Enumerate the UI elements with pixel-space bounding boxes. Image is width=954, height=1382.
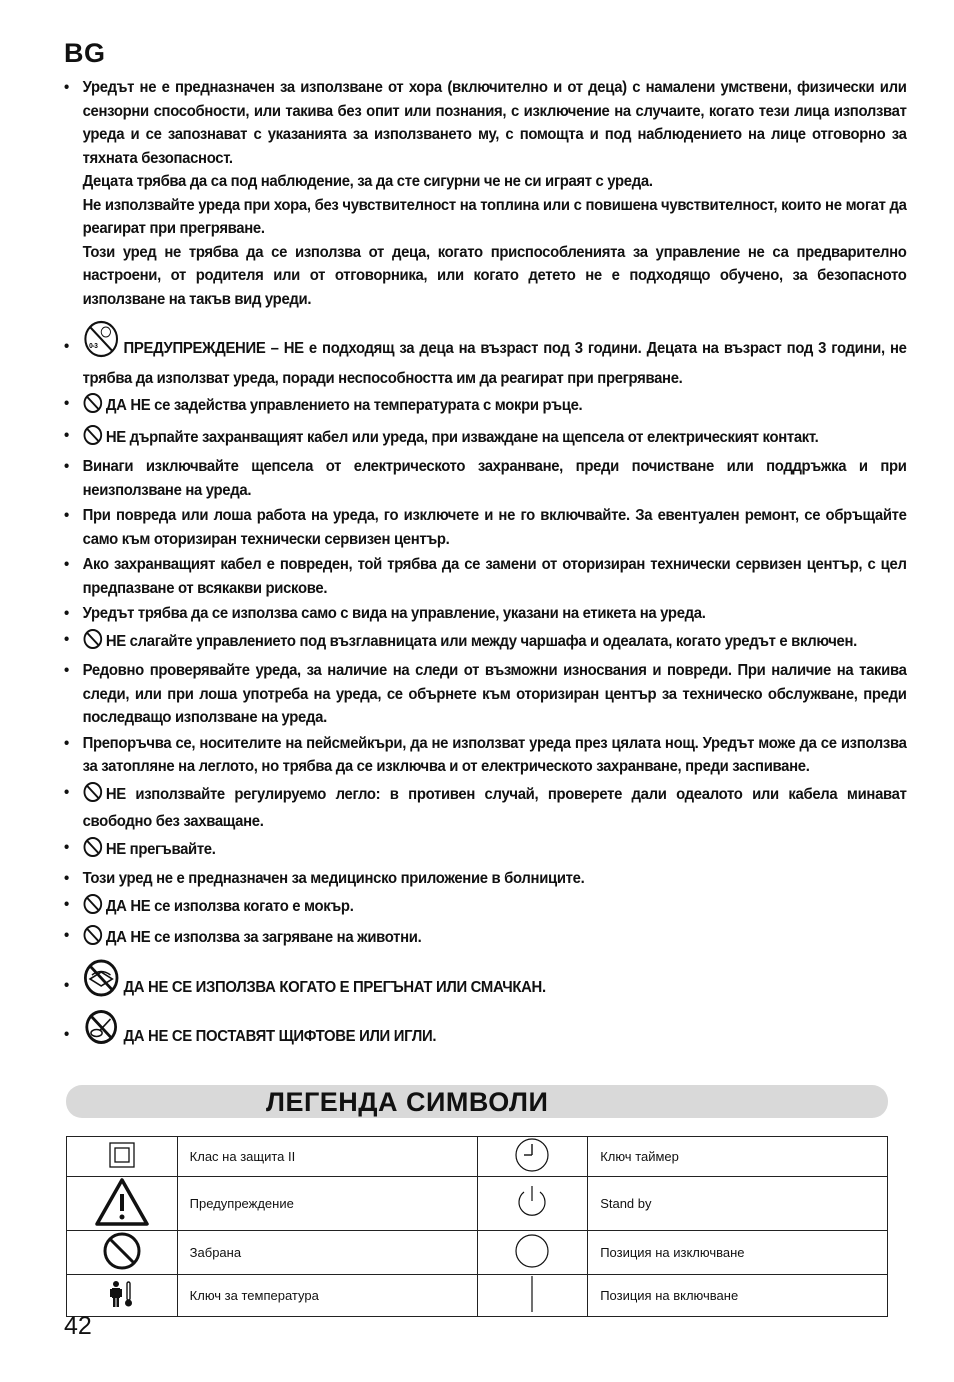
paragraph xyxy=(83,628,907,658)
paragraph-text: При повреда или лоша работа на уреда, го изключете и не го включвайте. За евентуален ремонт, се обръщайте само към оторизиран технически сервизен център. xyxy=(82,507,907,548)
paragraph xyxy=(83,893,907,923)
legend-label: Позиция на изключване xyxy=(588,1231,888,1275)
class-ii-icon xyxy=(107,1140,137,1173)
list-item xyxy=(64,319,907,390)
legend-symbol-cell xyxy=(477,1275,588,1317)
paragraph-text: Уредът не е предназначен за използване от хора (включително и от деца) с намалени умствени, физически или сензорни способности, или такива без опит или познания, с изключение на случаите, когато тези лица използват уреда и се запознават с указанията за използването му, с помощта и под наблюдението на лице отговорно за тяхната безопасност. xyxy=(82,79,907,167)
paragraph xyxy=(83,194,907,241)
off-position-icon xyxy=(514,1233,550,1272)
paragraph xyxy=(83,602,907,626)
paragraph-text: Уредът трябва да се използва само с вида на управление, указани на етикета на уреда. xyxy=(82,605,706,622)
paragraph xyxy=(83,76,907,170)
list-item xyxy=(64,76,907,311)
legend-label: Позиция на включване xyxy=(588,1275,888,1317)
prohibited-icon xyxy=(83,392,103,422)
no-pins-icon xyxy=(83,1007,120,1055)
list-item xyxy=(64,732,907,779)
legend-label: Клас на защита II xyxy=(177,1137,477,1177)
paragraph-text: НЕ дърпайте захранващият кабел или уреда, при изваждане на щепсела от електрическият контакт. xyxy=(105,428,819,446)
paragraph-text: Ако захранващият кабел е повреден, той трябва да се замени от оторизиран технически сервизен център, с цел предпазване от всякакви рискове. xyxy=(82,556,907,597)
paragraph xyxy=(83,958,907,1006)
paragraph-text: НЕ използвайте регулируемо легло: в противен случай, проверете дали одеалото или кабела минават свободно без захващане. xyxy=(82,785,907,830)
bullet-dot: • xyxy=(64,838,69,856)
list-item xyxy=(64,867,907,891)
list-item xyxy=(64,392,907,422)
paragraph xyxy=(83,836,907,866)
bullet-dot: • xyxy=(64,605,69,622)
paragraph-text: НЕ прегъвайте. xyxy=(105,840,216,858)
legend-symbol-cell xyxy=(477,1177,588,1231)
prohibited-icon xyxy=(83,924,103,954)
legend-label: Ключ таймер xyxy=(588,1137,888,1177)
paragraph xyxy=(83,455,907,502)
bullet-dot: • xyxy=(64,556,69,573)
paragraph xyxy=(83,553,907,600)
legend-symbol-cell xyxy=(67,1275,178,1317)
bullet-dot: • xyxy=(64,1026,69,1043)
table-row xyxy=(67,1177,888,1231)
paragraph-text: Децата трябва да са под наблюдение, за да сте сигурни че не си играят с уреда. xyxy=(82,173,653,190)
bullet-dot: • xyxy=(64,895,69,913)
svg-text:0-3: 0-3 xyxy=(89,342,98,351)
list-item xyxy=(64,424,907,454)
paragraph-text: НЕ слагайте управлението под възглавницата или между чаршафа и одеалата, когато уредът е включен. xyxy=(105,632,857,650)
prohibited-icon xyxy=(83,893,103,923)
list-item xyxy=(64,659,907,730)
paragraph-text: ПРЕДУПРЕЖДЕНИЕ – НЕ е подходящ за деца на възраст под 3 години. Децата на възраст под 3 години, не трябва да използват уреда, поради неспособността им да реагират при прегряване. xyxy=(82,340,907,387)
legend-title: ЛЕГЕНДА СИМВОЛИ xyxy=(266,1087,549,1117)
safety-bullet-list xyxy=(64,76,907,1055)
list-item xyxy=(64,1007,907,1055)
warning-icon xyxy=(94,1177,150,1230)
no-folding-icon xyxy=(83,958,120,1006)
table-row xyxy=(67,1137,888,1177)
bullet-dot: • xyxy=(64,662,69,679)
list-item xyxy=(64,893,907,923)
list-item xyxy=(64,553,907,600)
paragraph xyxy=(83,504,907,551)
prohibited-icon xyxy=(102,1231,142,1274)
legend-label: Предупреждение xyxy=(177,1177,477,1231)
bullet-dot: • xyxy=(64,395,69,412)
standby-icon xyxy=(514,1184,550,1223)
paragraph-text: Този уред не е предназначен за медицинско приложение в болниците. xyxy=(82,870,585,887)
on-position-icon xyxy=(527,1275,537,1316)
paragraph xyxy=(83,170,907,194)
paragraph xyxy=(83,732,907,779)
bullet-dot: • xyxy=(64,870,69,887)
paragraph-text: Препоръчва се, носителите на пейсмейкъри, да не използват уреда през цялата нощ. Уредът може да се използва за затопляне на леглото, но трябва да се изключва и от електрическото захранване, преди заспиване. xyxy=(82,734,907,775)
legend-symbol-cell xyxy=(67,1177,178,1231)
symbol-legend-table xyxy=(66,1136,888,1317)
paragraph xyxy=(83,659,907,730)
bullet-dot: • xyxy=(64,734,69,752)
paragraph-text: ДА НЕ СЕ ИЗПОЛЗВА КОГАТО Е ПРЕГЪНАТ ИЛИ СМАЧКАН. xyxy=(123,978,546,996)
list-item xyxy=(64,602,907,626)
legend-symbol-cell xyxy=(477,1137,588,1177)
legend-label: Ключ за температура xyxy=(177,1275,477,1317)
legend-label: Забрана xyxy=(177,1231,477,1275)
paragraph xyxy=(83,424,907,454)
paragraph-text: Този уред не трябва да се използва от деца, когато приспособленията за управление не са предварително настроени, от родителя или от отговорника, или когато детето не е подходящо обучено, за безопасното използване на такъв вид уреди. xyxy=(82,243,907,308)
paragraph xyxy=(83,1007,907,1055)
bullet-dot: • xyxy=(64,458,69,475)
legend-symbol-cell xyxy=(67,1137,178,1177)
paragraph xyxy=(83,867,907,891)
list-item xyxy=(64,958,907,1006)
paragraph-text: ДА НЕ се задейства управлението на температурата с мокри ръце. xyxy=(105,397,583,414)
list-item xyxy=(64,836,907,866)
bullet-dot: • xyxy=(64,426,69,444)
paragraph-text: Редовно проверявайте уреда, за наличие на следи от възможни износвания и повреди. При наличие на такива следи, или при лоша употреба на уреда, се обърнете към оторизиран център за техническо обслужване, преди последващо използване на уреда. xyxy=(82,662,907,726)
paragraph-text: ДА НЕ се използва за загряване на животни. xyxy=(105,929,422,946)
temperature-key-icon xyxy=(107,1279,137,1312)
prohibited-icon xyxy=(83,836,103,866)
legend-label: Stand by xyxy=(588,1177,888,1231)
bullet-dot: • xyxy=(64,338,69,355)
legend-symbol-cell xyxy=(477,1231,588,1275)
paragraph xyxy=(83,924,907,954)
list-item xyxy=(64,628,907,658)
list-item xyxy=(64,781,907,834)
paragraph xyxy=(83,781,907,834)
paragraph-text: ДА НЕ СЕ ПОСТАВЯТ ЩИФТОВЕ ИЛИ ИГЛИ. xyxy=(123,1028,437,1045)
bullet-dot: • xyxy=(64,976,69,994)
legend-symbol-cell xyxy=(67,1231,178,1275)
paragraph-text: ДА НЕ се използва когато е мокър. xyxy=(105,897,354,915)
bullet-dot: • xyxy=(64,927,69,944)
list-item xyxy=(64,924,907,954)
page-number: 42 xyxy=(64,1312,92,1340)
paragraph xyxy=(83,319,907,390)
prohibited-icon xyxy=(83,628,103,658)
paragraph xyxy=(83,392,907,422)
table-row xyxy=(67,1275,888,1317)
language-code: BG xyxy=(64,38,106,68)
age-0-3-prohibited-icon xyxy=(83,319,120,367)
list-item xyxy=(64,455,907,502)
bullet-dot: • xyxy=(64,783,69,801)
bullet-dot: • xyxy=(64,79,69,96)
prohibited-icon xyxy=(83,424,103,454)
paragraph-text: Не използвайте уреда при хора, без чувствителност на топлина или с повишена чувствителност, които не могат да реагират при прегряване. xyxy=(82,196,907,237)
paragraph-text: Винаги изключвайте щепсела от електрическото захранване, преди почистване или поддръжка и при неизползване на уреда. xyxy=(82,458,907,499)
table-row xyxy=(67,1231,888,1275)
paragraph xyxy=(83,241,907,312)
bullet-dot: • xyxy=(64,630,69,648)
bullet-dot: • xyxy=(64,507,69,524)
timer-icon xyxy=(514,1137,550,1176)
prohibited-icon xyxy=(83,781,103,811)
list-item xyxy=(64,504,907,551)
